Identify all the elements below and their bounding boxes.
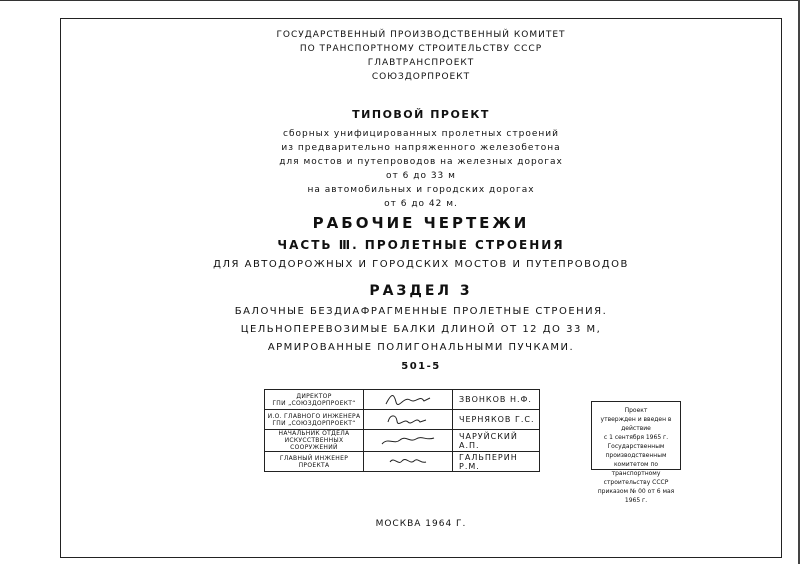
signature-cell — [364, 390, 453, 410]
signature-cell — [364, 410, 453, 430]
section-title: РАЗДЕЛ 3 — [369, 283, 473, 299]
position-line: И.О. ГЛАВНОГО ИНЖЕНЕРА — [267, 412, 361, 420]
name-cell: ЧЕРНЯКОВ Г.С. — [453, 410, 540, 430]
org-line-1: ГОСУДАРСТВЕННЫЙ ПРОИЗВОДСТВЕННЫЙ КОМИТЕТ — [276, 30, 566, 40]
position-line: ПРОЕКТА — [298, 461, 330, 469]
position-line: ДИРЕКТОР — [296, 392, 332, 400]
project-desc-1: сборных унифицированных пролетных строений — [283, 129, 559, 139]
name-cell: ГАЛЬПЕРИН Р.М. — [453, 452, 540, 472]
approval-stamp — [591, 401, 681, 504]
signature-image — [364, 410, 452, 429]
stamp-line: приказом № 00 от 6 мая 1965 г. — [597, 488, 675, 504]
position-cell — [265, 452, 364, 472]
name-cell: ЧАРУЙСКИЙ А.П. — [453, 430, 540, 452]
stamp-line: с 1 сентября 1965 г. — [603, 434, 669, 441]
table-row — [265, 452, 540, 472]
project-desc-6: от 6 до 42 м. — [384, 199, 458, 209]
signature-image — [364, 452, 452, 471]
signature-table — [264, 389, 540, 472]
section-code: 501-5 — [401, 361, 441, 372]
project-type: ТИПОВОЙ ПРОЕКТ — [352, 108, 490, 121]
org-line-4: СОЮЗДОРПРОЕКТ — [371, 72, 471, 82]
stamp-line: комитетом по транспортному — [611, 461, 661, 477]
project-desc-2: из предварительно напряженного железобетона — [281, 143, 561, 153]
signature-image — [364, 390, 452, 409]
table-row — [265, 390, 540, 410]
drawings-part: ЧАСТЬ Ⅲ. ПРОЛЕТНЫЕ СТРОЕНИЯ — [277, 238, 565, 252]
position-cell — [265, 410, 364, 430]
project-desc-3: для мостов и путепроводов на железных дорогах — [279, 157, 563, 167]
position-cell — [265, 390, 364, 410]
drawings-part-desc: ДЛЯ АВТОДОРОЖНЫХ И ГОРОДСКИХ МОСТОВ И ПУТЕПРОВОДОВ — [213, 259, 629, 270]
position-cell — [265, 430, 364, 452]
project-desc-4: от 6 до 33 м — [386, 171, 456, 181]
org-line-2: ПО ТРАНСПОРТНОМУ СТРОИТЕЛЬСТВУ СССР — [299, 44, 543, 54]
signature-cell — [364, 452, 453, 472]
position-line: НАЧАЛЬНИК ОТДЕЛА — [278, 430, 350, 437]
signature-image — [364, 431, 452, 450]
sheet-top-edge — [0, 0, 800, 1]
position-line: ИСКУССТВЕННЫХ СООРУЖЕНИЙ — [284, 437, 344, 451]
section-line-2: ЦЕЛЬНОПЕРЕВОЗИМЫЕ БАЛКИ ДЛИНОЙ ОТ 12 ДО 33 М, — [240, 324, 602, 335]
stamp-line: строительству СССР — [603, 479, 669, 486]
city-year: МОСКВА 1964 Г. — [375, 519, 467, 529]
signature-cell — [364, 430, 453, 452]
stamp-line: Проект — [624, 407, 648, 414]
table-row — [265, 410, 540, 430]
drawings-title: РАБОЧИЕ ЧЕРТЕЖИ — [312, 214, 530, 232]
section-line-3: АРМИРОВАННЫЕ ПОЛИГОНАЛЬНЫМИ ПУЧКАМИ. — [267, 342, 575, 353]
table-row — [265, 430, 540, 452]
stamp-line: Государственным производственным — [605, 443, 667, 459]
position-line: ГПИ „СОЮЗДОРПРОЕКТ“ — [272, 399, 356, 407]
position-line: ГПИ „СОЮЗДОРПРОЕКТ“ — [272, 419, 356, 427]
position-line: ГЛАВНЫЙ ИНЖЕНЕР — [279, 454, 349, 462]
org-line-3: ГЛАВТРАНСПРОЕКТ — [367, 58, 475, 68]
project-desc-5: на автомобильных и городских дорогах — [307, 185, 535, 195]
section-line-1: БАЛОЧНЫЕ БЕЗДИАФРАГМЕННЫЕ ПРОЛЕТНЫЕ СТРОЕНИЯ. — [234, 306, 608, 317]
stamp-line: утвержден и введен в действие — [600, 416, 672, 432]
name-cell: ЗВОНКОВ Н.Ф. — [453, 390, 540, 410]
